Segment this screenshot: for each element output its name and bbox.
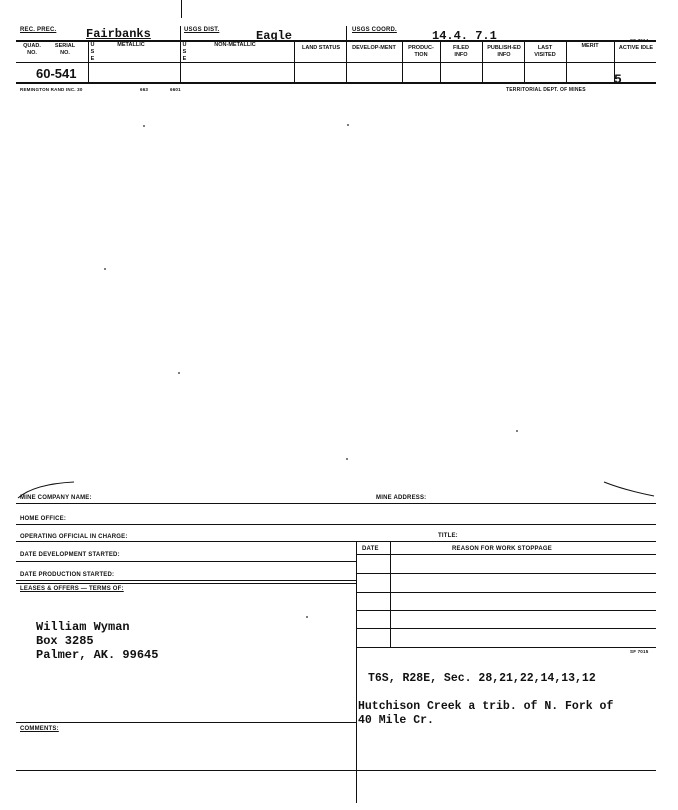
operating-official-label: OPERATING OFFICIAL IN CHARGE: xyxy=(20,534,128,540)
territorial-dept-line: TERRITORIAL DEPT. OF MINES xyxy=(506,87,586,93)
printer-code-2: 6601 xyxy=(170,87,181,92)
form-number-top: SF 7014 xyxy=(630,38,649,43)
production-label: PRODUC-TION xyxy=(408,45,434,58)
col-divider-i xyxy=(566,40,567,82)
owner-line: Box 3285 xyxy=(36,634,94,648)
scan-speck xyxy=(178,372,180,374)
stoppage-left-border xyxy=(356,541,357,803)
top-rule-3 xyxy=(16,82,656,84)
stoppage-rule-4 xyxy=(356,628,656,629)
active-idle-value: 5 xyxy=(614,72,622,87)
col-divider-a xyxy=(88,40,89,82)
col-divider-g xyxy=(482,40,483,82)
mine-address-label: MINE ADDRESS: xyxy=(376,495,427,501)
left-rule-5b xyxy=(16,583,356,584)
usgs-coord-value: 14.4. 7.1 xyxy=(432,29,497,43)
land-status-label: LAND STATUS xyxy=(302,45,340,51)
date-prod-started-label: DATE PRODUCTION STARTED: xyxy=(20,572,115,578)
metallic-label: METALLIC xyxy=(117,42,145,48)
right-rule-4 xyxy=(356,554,656,555)
stoppage-rule-5 xyxy=(356,647,656,648)
scan-speck xyxy=(347,124,349,126)
bottom-rule-final xyxy=(16,770,656,771)
scan-speck xyxy=(104,268,106,270)
top-stub-line xyxy=(181,0,182,18)
col-divider-e xyxy=(402,40,403,82)
title-label: TITLE: xyxy=(438,533,458,539)
last-visited-label: LAST VISITED xyxy=(534,45,556,58)
bottom-rule-2 xyxy=(16,524,656,525)
header-divider-1 xyxy=(180,26,181,40)
description-line: Hutchison Creek a trib. of N. Fork of xyxy=(358,700,614,713)
left-rule-5a xyxy=(16,580,356,581)
col-divider-h xyxy=(524,40,525,82)
printer-code-1: 663 xyxy=(140,87,149,92)
top-rule-2 xyxy=(16,62,656,63)
scan-speck xyxy=(516,430,518,432)
serial-no-label: SERIAL NO. xyxy=(54,43,76,56)
owner-line: William Wyman xyxy=(36,620,130,634)
stoppage-rule-2 xyxy=(356,592,656,593)
owner-line: Palmer, AK. 99645 xyxy=(36,648,159,662)
header-divider-2 xyxy=(346,26,347,40)
usgs-dist-value: Eagle xyxy=(256,29,293,43)
col-divider-b xyxy=(180,40,181,82)
date-col-label: DATE xyxy=(362,546,379,552)
usgs-coord-label: USGS COORD. xyxy=(352,27,397,33)
published-info-label: PUBLISH-ED INFO xyxy=(487,45,521,58)
use-letters-nonmetallic: U S E xyxy=(182,42,187,62)
usgs-dist-label: USGS DIST. xyxy=(184,27,220,33)
serial-value: 60-541 xyxy=(36,66,77,81)
col-divider-f xyxy=(440,40,441,82)
printer-line: REMINGTON RAND INC. 30 xyxy=(20,87,83,92)
card-edge-curve xyxy=(14,476,662,502)
bottom-rule-1 xyxy=(16,503,656,504)
active-idle-label: ACTIVE IDLE xyxy=(618,45,654,51)
bottom-rule-3 xyxy=(16,541,656,542)
stoppage-rule-3 xyxy=(356,610,656,611)
rec-prec-value: Fairbanks xyxy=(86,27,151,41)
col-divider-d xyxy=(346,40,347,82)
quad-no-label: QUAD. NO. xyxy=(23,43,41,56)
location-line: T6S, R28E, Sec. 28,21,22,14,13,12 xyxy=(368,672,596,685)
non-metallic-label: NON-METALLIC xyxy=(214,42,256,48)
merit-label: MERIT xyxy=(581,43,599,49)
comments-label: COMMENTS: xyxy=(20,726,59,732)
form-number-bottom: SF 7015 xyxy=(630,649,649,654)
use-letters-metallic: U S E xyxy=(90,42,95,62)
stoppage-rule-1 xyxy=(356,573,656,574)
date-dev-started-label: DATE DEVELOPMENT STARTED: xyxy=(20,552,120,558)
rec-prec-label: REC. PREC. xyxy=(20,27,57,33)
stoppage-date-divider xyxy=(390,541,391,648)
mine-company-name-label: MINE COMPANY NAME: xyxy=(20,495,92,501)
scan-speck xyxy=(346,458,348,460)
home-office-label: HOME OFFICE: xyxy=(20,516,67,522)
scan-speck xyxy=(306,616,308,618)
leases-label: LEASES & OFFERS — TERMS OF: xyxy=(20,586,124,592)
left-rule-4 xyxy=(16,561,356,562)
filed-info-label: FILED INFO xyxy=(453,45,469,58)
description-line: 40 Mile Cr. xyxy=(358,714,434,727)
col-divider-c xyxy=(294,40,295,82)
reason-col-label: REASON FOR WORK STOPPAGE xyxy=(452,546,552,552)
comments-rule xyxy=(16,722,356,723)
development-label: DEVELOP-MENT xyxy=(352,45,396,51)
scan-speck xyxy=(143,125,145,127)
